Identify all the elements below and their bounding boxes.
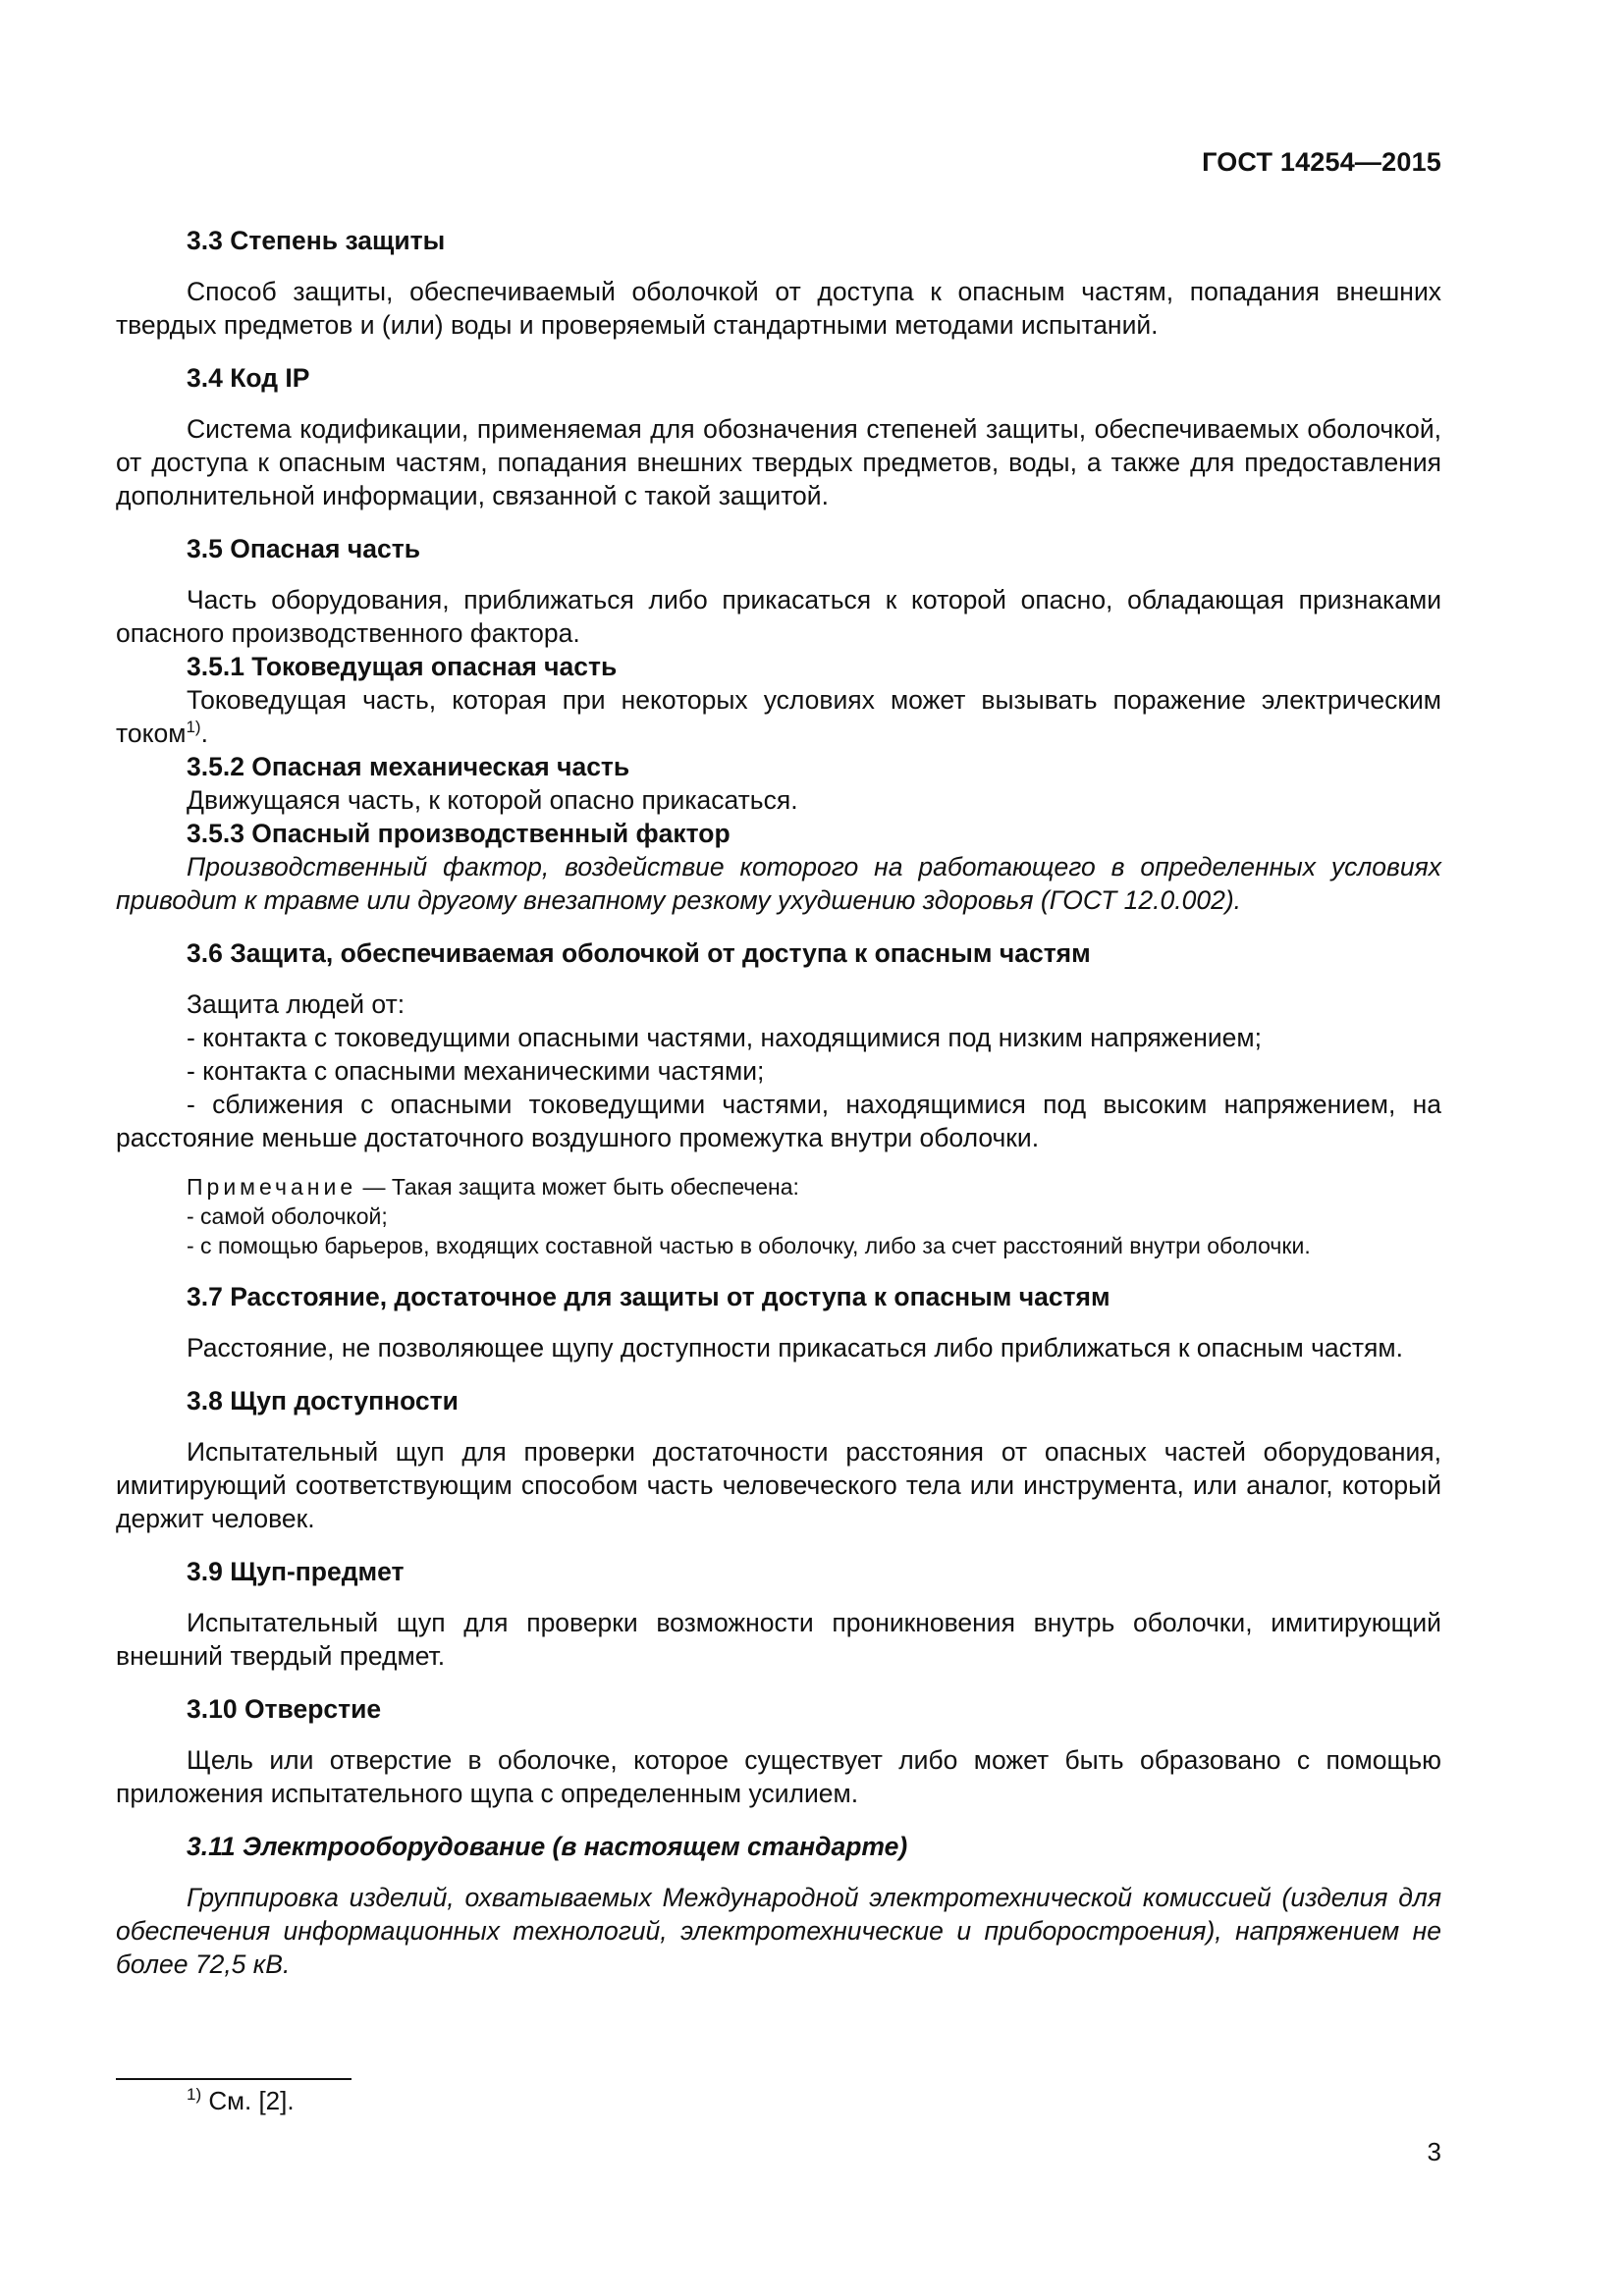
note-text: — Такая защита может быть обеспечена: [356, 1174, 799, 1200]
section-3-5-title: 3.5 Опасная часть [187, 534, 420, 563]
document-header: ГОСТ 14254—2015 [1202, 147, 1441, 177]
section-3-6-intro: Защита людей от: [187, 989, 406, 1019]
section-3-5-1-tail: . [200, 719, 208, 748]
section-3-5-3-title: 3.5.3 Опасный производственный фактор [187, 819, 731, 848]
section-3-7-text: Расстояние, не позволяющее щупу доступности прикасаться либо приближаться к опасным частям. [187, 1333, 1403, 1362]
section-3-8-title: 3.8 Щуп доступности [187, 1386, 459, 1415]
section-3-6-note-item: - с помощью барьеров, входящих составной частью в оболочку, либо за счет расстояний внутри оболочки. [187, 1233, 1311, 1258]
section-3-5-1-text [116, 683, 1441, 750]
section-3-9-title: 3.9 Щуп-предмет [187, 1557, 405, 1586]
section-3-5-2-text: Движущаяся часть, к которой опасно прикасаться. [187, 785, 798, 815]
section-3-3-title: 3.3 Степень защиты [187, 226, 446, 255]
section-3-7-title: 3.7 Расстояние, достаточное для защиты от доступа к опасным частям [187, 1282, 1110, 1311]
footnote [187, 2086, 295, 2116]
section-3-8-text: Испытательный щуп для проверки достаточности расстояния от опасных частей оборудования, имитирующий соответствующим способом часть человеческого тела или инструмента, или аналог, который держит человек. [116, 1437, 1441, 1533]
section-3-5-1-body: Токоведущая часть, которая при некоторых условиях может вызывать поражение электрическим током [116, 685, 1441, 748]
section-3-6-item: - контакта с опасными механическими частями; [187, 1056, 765, 1086]
section-3-11-title: 3.11 Электрооборудование (в настоящем стандарте) [187, 1832, 908, 1861]
footnote-divider [116, 2078, 352, 2080]
page-number: 3 [1427, 2137, 1441, 2166]
section-3-5-2-title: 3.5.2 Опасная механическая часть [187, 752, 630, 781]
note-label: Примечание [187, 1174, 357, 1200]
section-3-6-note-item: - самой оболочкой; [187, 1203, 388, 1229]
section-3-6-title: 3.6 Защита, обеспечиваемая оболочкой от доступа к опасным частям [187, 938, 1091, 968]
section-3-6-item: - контакта с токоведущими опасными частями, находящимися под низким напряжением; [187, 1023, 1263, 1052]
document-body [116, 224, 1441, 1981]
section-3-4-text: Система кодификации, применяемая для обозначения степеней защиты, обеспечиваемых оболочкой, от доступа к опасным частям, попадания внешних твердых предметов, воды, а также для предоставления дополнительной информации, связанной с такой защитой. [116, 414, 1441, 510]
section-3-6-item: - сближения с опасными токоведущими частями, находящимися под высоким напряжением, на расстояние меньше достаточного воздушного промежутка внутри оболочки. [116, 1090, 1441, 1152]
section-3-11-text: Группировка изделий, охватываемых Международной электротехнической комиссией (изделия для обеспечения информационных технологий, электротехнические и приборостроения), напряжением не более 72,5 кВ. [116, 1883, 1441, 1979]
section-3-5-1-title: 3.5.1 Токоведущая опасная часть [187, 652, 618, 681]
section-3-3-text: Способ защиты, обеспечиваемый оболочкой от доступа к опасным частям, попадания внешних твердых предметов и (или) воды и проверяемый стандартными методами испытаний. [116, 277, 1441, 340]
section-3-4-title: 3.4 Код IP [187, 363, 310, 393]
section-3-6-note [116, 1172, 1441, 1201]
footnote-reference: 1) [186, 718, 201, 736]
footnote-text: См. [2]. [201, 2086, 295, 2115]
section-3-5-3-text: Производственный фактор, воздействие которого на работающего в определенных условиях приводит к травме или другому внезапному резкому ухудшению здоровья (ГОСТ 12.0.002). [116, 852, 1441, 915]
section-3-5-text: Часть оборудования, приближаться либо прикасаться к которой опасно, обладающая признаками опасного производственного фактора. [116, 585, 1441, 648]
section-3-10-text: Щель или отверстие в оболочке, которое существует либо может быть образовано с помощью приложения испытательного щупа с определенным усилием. [116, 1745, 1441, 1808]
footnote-marker: 1) [187, 2085, 202, 2104]
section-3-9-text: Испытательный щуп для проверки возможности проникновения внутрь оболочки, имитирующий внешний твердый предмет. [116, 1608, 1441, 1671]
section-3-10-title: 3.10 Отверстие [187, 1694, 382, 1724]
